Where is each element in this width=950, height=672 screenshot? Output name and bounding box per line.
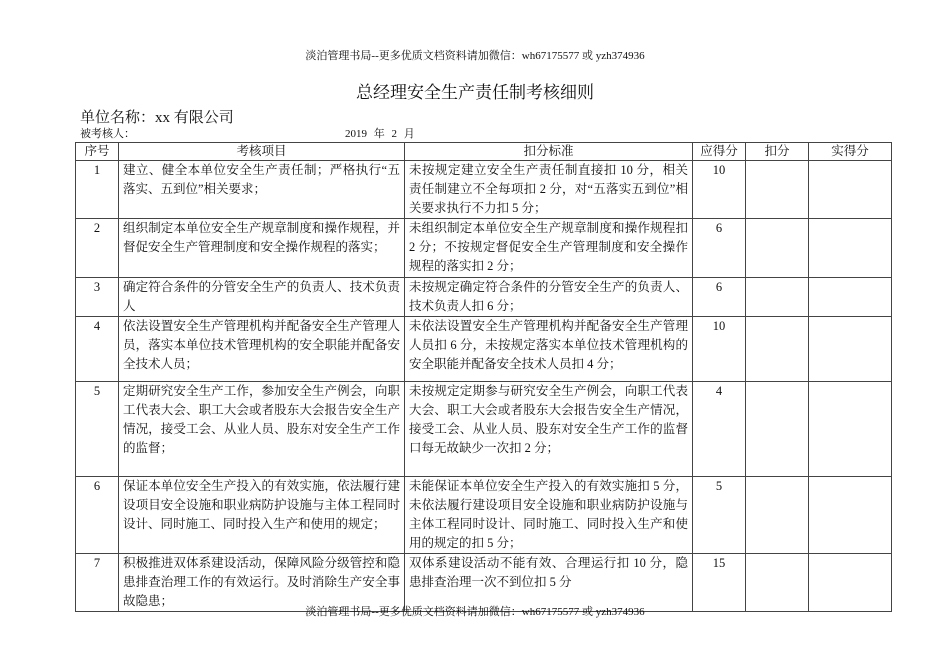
row-score: 5 [693, 477, 746, 554]
header-deduct: 扣分 [746, 143, 809, 161]
table-row [76, 278, 892, 317]
row-item: 确定符合条件的分管安全生产的负责人、技术负责人 [119, 278, 405, 317]
row-score: 6 [693, 278, 746, 317]
table-row [76, 382, 892, 477]
row-actual [809, 382, 892, 477]
row-criteria: 未依法设置安全生产管理机构并配备安全生产管理人员扣 6 分，未按规定落实本单位技术管理机构的安全职能并配备安全技术人员扣 4 分； [405, 317, 693, 382]
row-criteria: 未按规定定期参与研究安全生产例会，向职工代表大会、职工大会或者股东大会报告安全生产情况，接受工会、从业人员、股东对安全生产工作的监督口每无故缺少一次扣 2 分； [405, 382, 693, 477]
row-no: 5 [76, 382, 119, 477]
row-criteria: 未按规定确定符合条件的分管安全生产的负责人、技术负责人扣 6 分； [405, 278, 693, 317]
row-item: 依法设置安全生产管理机构并配备安全生产管理人员，落实本单位技术管理机构的安全职能并配备安全技术人员； [119, 317, 405, 382]
document-title: 总经理安全生产责任制考核细则 [356, 83, 594, 102]
table-row [76, 161, 892, 219]
row-item: 定期研究安全生产工作，参加安全生产例会，向职工代表大会、职工大会或者股东大会报告安全生产情况，接受工会、从业人员、股东对安全生产工作的监督； [119, 382, 405, 477]
row-item: 组织制定本单位安全生产规章制度和操作规程，并督促安全生产管理制度和安全操作规程的落实； [119, 219, 405, 278]
table-row [76, 317, 892, 382]
row-actual [809, 161, 892, 219]
assessee-label: 被考核人： [80, 128, 135, 140]
row-no: 2 [76, 219, 119, 278]
row-criteria: 双体系建设活动不能有效、合理运行扣 10 分，隐患排查治理一次不到位扣 5 分 [405, 554, 693, 612]
row-item: 建立、健全本单位安全生产责任制；严格执行“五落实、五到位”相关要求； [119, 161, 405, 219]
row-criteria: 未能保证本单位安全生产投入的有效实施扣 5 分，未依法履行建设项目安全设施和职业病防护设施与主体工程同时设计、同时施工、同时投入生产和使用的规定的扣 5 分； [405, 477, 693, 554]
row-deduct [746, 161, 809, 219]
row-deduct [746, 382, 809, 477]
row-score: 10 [693, 317, 746, 382]
row-criteria: 未按规定建立安全生产责任制直接扣 10 分，相关责任制建立不全每项扣 2 分，对“五落实五到位”相关要求执行不力扣 5 分； [405, 161, 693, 219]
row-no: 1 [76, 161, 119, 219]
header-item: 考核项目 [119, 143, 405, 161]
row-criteria: 未组织制定本单位安全生产规章制度和操作规程扣 2 分；不按规定督促安全生产管理制度和安全操作规程的落实扣 2 分； [405, 219, 693, 278]
row-actual [809, 219, 892, 278]
row-deduct [746, 477, 809, 554]
header-no: 序号 [76, 143, 119, 161]
header-actual: 实得分 [809, 143, 892, 161]
table-row [76, 219, 892, 278]
row-score: 15 [693, 554, 746, 612]
row-no: 3 [76, 278, 119, 317]
row-item: 积极推进双体系建设活动，保障风险分级管控和隐患排查治理工作的有效运行。及时消除生产安全事故隐患； [119, 554, 405, 612]
assessment-date: 2019 年 2 月 [345, 128, 415, 140]
row-no: 7 [76, 554, 119, 612]
row-no: 6 [76, 477, 119, 554]
row-score: 10 [693, 161, 746, 219]
row-actual [809, 477, 892, 554]
row-actual [809, 278, 892, 317]
assessment-table [75, 142, 892, 612]
watermark-footer: 淡泊管理书局--更多优质文档资料请加微信：wh67175577 或 yzh374936 [305, 606, 645, 618]
row-score: 6 [693, 219, 746, 278]
table-row [76, 477, 892, 554]
row-actual [809, 317, 892, 382]
row-deduct [746, 317, 809, 382]
row-no: 4 [76, 317, 119, 382]
table-header-row [76, 143, 892, 161]
row-deduct [746, 219, 809, 278]
header-criteria: 扣分标准 [405, 143, 693, 161]
header-score: 应得分 [693, 143, 746, 161]
row-item: 保证本单位安全生产投入的有效实施，依法履行建设项目安全设施和职业病防护设施与主体工程同时设计、同时施工、同时投入生产和使用的规定； [119, 477, 405, 554]
watermark-header: 淡泊管理书局--更多优质文档资料请加微信：wh67175577 或 yzh374936 [305, 50, 645, 62]
unit-name: 单位名称：xx 有限公司 [80, 110, 234, 126]
row-deduct [746, 278, 809, 317]
row-score: 4 [693, 382, 746, 477]
